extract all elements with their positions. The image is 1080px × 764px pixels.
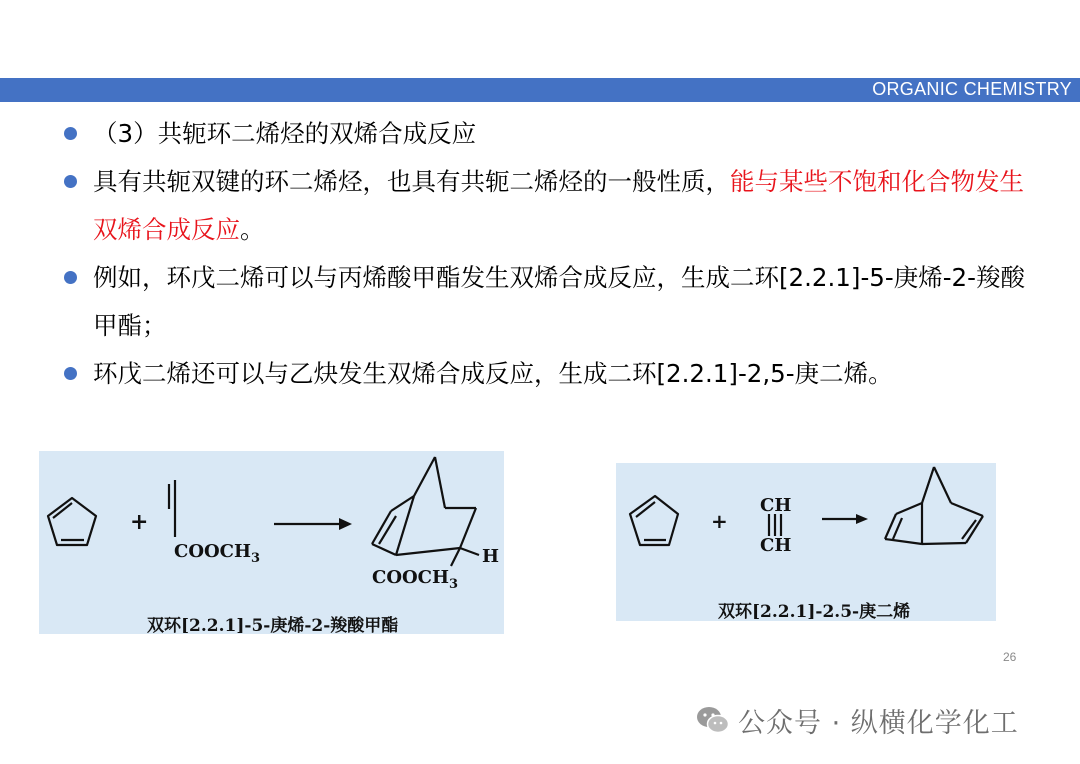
hydrogen-label: H: [482, 546, 500, 567]
ring-double-bond: [636, 502, 655, 517]
alkene-double-bond: [379, 516, 396, 544]
bullet-list: [60, 110, 1030, 398]
bullet-text: 例如，环戊二烯可以与丙烯酸甲酯发生双烯合成反应，生成二环[2.2.1]-5-庚烯-2-羧酸甲酯；: [93, 263, 1025, 340]
reaction-1-panel: [39, 451, 504, 634]
arrow-head: [856, 514, 868, 524]
reaction-2-caption: 双环[2.2.1]-2.5-庚二烯: [718, 602, 911, 621]
reaction-1-diagram: [39, 451, 504, 634]
watermark-text: 公众号 · 纵横化学化工: [738, 707, 1019, 739]
subscript: 3: [449, 577, 459, 592]
reagent-ester-group: COOCH: [174, 541, 252, 562]
subject-title: ORGANIC CHEMISTRY: [872, 79, 1072, 99]
bullet-text: 具有共轭双键的环二烯烃，也具有共轭二烯烃的一般性质，: [93, 167, 730, 196]
alkyne-bottom-label: CH: [760, 535, 792, 556]
plus-sign: +: [711, 509, 728, 533]
bullet-dot-icon: [64, 271, 77, 284]
bullet-item-3: [60, 254, 1030, 350]
svg-text:COOCH3: [372, 567, 458, 592]
reaction-2-panel: [616, 463, 996, 621]
wechat-icon: [696, 705, 730, 735]
bullet-item-1: [60, 110, 1030, 158]
bullet-dot-icon: [64, 127, 77, 140]
subscript: 3: [251, 551, 261, 566]
header-bar: [0, 78, 1080, 102]
bullet-highlight: 能与某些不饱和化合物发生双烯合成反应: [93, 167, 1024, 244]
svg-text:COOCH3: [174, 541, 260, 566]
bullet-dot-icon: [64, 367, 77, 380]
watermark: [696, 700, 1019, 740]
cyclopentadiene-ring: [48, 498, 96, 545]
bullet-text-end: 。: [240, 215, 265, 244]
bullet-text: （3）共轭环二烯烃的双烯合成反应: [93, 119, 477, 148]
alkene-double-bond: [893, 518, 902, 539]
page-number: 26: [1003, 650, 1017, 664]
reaction-1-caption: 双环[2.2.1]-5-庚烯-2-羧酸甲酯: [147, 616, 399, 634]
bullet-item-4: [60, 350, 1030, 398]
bullet-dot-icon: [64, 175, 77, 188]
arrow-head: [339, 518, 352, 530]
bullet-text: 环戊二烯还可以与乙炔发生双烯合成反应，生成二环[2.2.1]-2,5-庚二烯。: [93, 359, 893, 388]
alkyne-top-label: CH: [760, 495, 792, 516]
bullet-item-2: [60, 158, 1030, 254]
plus-sign: +: [130, 509, 149, 535]
product-ester-group: COOCH: [372, 567, 450, 588]
